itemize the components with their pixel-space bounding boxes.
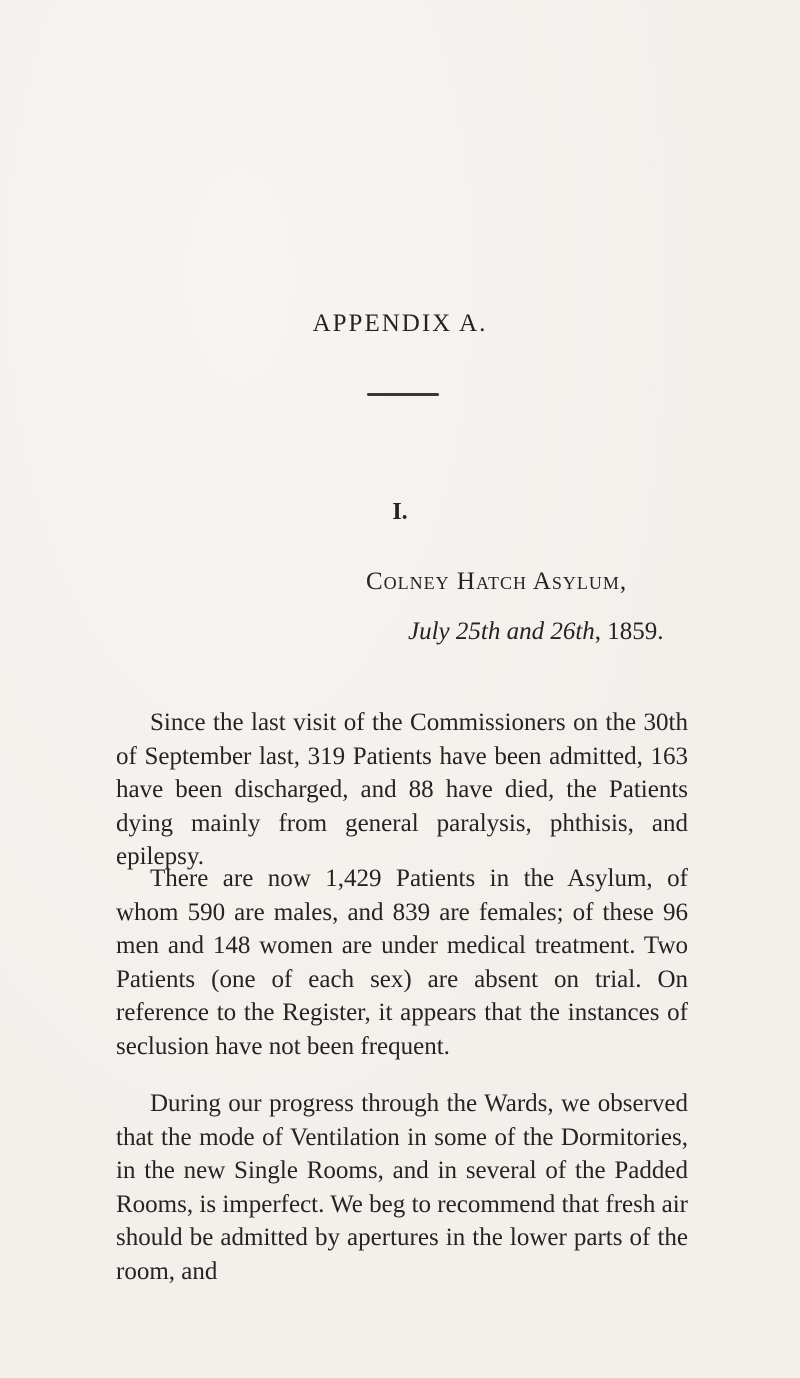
appendix-heading: APPENDIX A. <box>312 310 488 337</box>
paragraph-ventilation: During our progress through the Wards, we observed that the mode of Ventilation in some of the Dormitories, in the new Single Rooms, and in several of the Padded Rooms, is imperfect. We beg to recommend that fresh air should be admitted by apertures in the lower parts of the room, and <box>116 1090 688 1285</box>
dateline-date <box>408 618 664 646</box>
dateline-place: Colney Hatch Asylum, <box>366 568 628 595</box>
paragraph-admissions: Since the last visit of the Commissioners on the 30th of September last, 319 Patients have been admitted, 163 have been discharged, and 88 have died, the Patients dying mainly from general paralysis, phthisis, and epilepsy. <box>116 709 688 870</box>
paragraph-patient-count: There are now 1,429 Patients in the Asylum, of whom 590 are males, and 839 are females; of these 96 men and 148 women are under medical treatment. Two Patients (one of each sex) are absent on trial. On reference to the Register, it appears that the instances of seclusion have not been frequent. <box>116 865 688 1060</box>
dateline-date-year: , 1859. <box>594 618 664 645</box>
heading-rule <box>367 393 439 396</box>
dateline-date-italic: July 25th and 26th <box>408 618 595 645</box>
section-numeral: I. <box>392 499 408 525</box>
